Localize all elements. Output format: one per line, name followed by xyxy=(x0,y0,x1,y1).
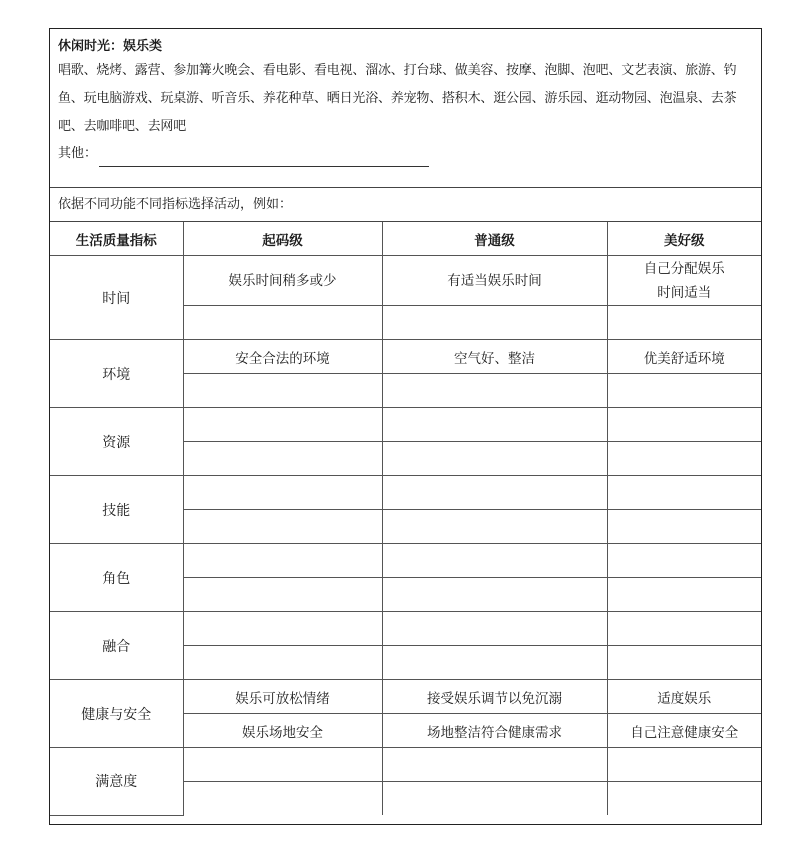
header-basic-level: 起码级 xyxy=(183,222,382,256)
level-cell: 娱乐可放松情绪 xyxy=(183,680,382,714)
section-title: 休闲时光：娱乐类 xyxy=(58,39,163,54)
level-cell[interactable] xyxy=(607,578,761,612)
level-cell[interactable] xyxy=(183,782,382,816)
level-cell: 娱乐场地安全 xyxy=(183,714,382,748)
level-cell[interactable] xyxy=(607,748,761,782)
indicator-cell: 资源 xyxy=(50,408,183,476)
level-cell[interactable] xyxy=(607,408,761,442)
level-cell[interactable] xyxy=(607,612,761,646)
header-indicator: 生活质量指标 xyxy=(50,222,183,256)
table-row xyxy=(50,340,761,374)
level-cell[interactable] xyxy=(382,748,607,782)
level-cell[interactable] xyxy=(183,442,382,476)
indicator-cell: 环境 xyxy=(50,340,183,408)
indicator-cell: 技能 xyxy=(50,476,183,544)
level-cell[interactable] xyxy=(607,476,761,510)
level-cell: 自己分配娱乐 时间适当 xyxy=(607,256,761,306)
level-cell[interactable] xyxy=(183,374,382,408)
level-cell[interactable] xyxy=(382,612,607,646)
indicator-cell: 时间 xyxy=(50,256,183,340)
level-cell[interactable] xyxy=(382,374,607,408)
level-cell[interactable] xyxy=(382,408,607,442)
level-cell: 场地整洁符合健康需求 xyxy=(382,714,607,748)
level-cell: 空气好、整洁 xyxy=(382,340,607,374)
level-cell[interactable] xyxy=(183,408,382,442)
level-cell: 有适当娱乐时间 xyxy=(382,256,607,306)
level-cell[interactable] xyxy=(382,476,607,510)
other-row xyxy=(58,141,761,167)
level-cell[interactable] xyxy=(607,544,761,578)
level-cell[interactable] xyxy=(382,306,607,340)
table-row xyxy=(50,612,761,646)
table-header-row xyxy=(50,222,761,256)
other-blank-line[interactable] xyxy=(99,150,429,167)
indicator-cell: 满意度 xyxy=(50,748,183,816)
level-cell[interactable] xyxy=(607,442,761,476)
level-cell[interactable] xyxy=(183,510,382,544)
level-cell[interactable] xyxy=(382,442,607,476)
level-cell[interactable] xyxy=(183,544,382,578)
header-good-level: 美好级 xyxy=(607,222,761,256)
level-cell[interactable] xyxy=(183,748,382,782)
indicator-cell: 角色 xyxy=(50,544,183,612)
example-instruction: 依据不同功能不同指标选择活动，例如： xyxy=(50,188,761,222)
level-cell[interactable] xyxy=(607,306,761,340)
level-cell[interactable] xyxy=(607,510,761,544)
activities-list: 唱歌、烧烤、露营、参加篝火晚会、看电影、看电视、溜冰、打台球、做美容、按摩、泡脚、泡吧、文艺表演、旅游、钓鱼、玩电脑游戏、玩桌游、听音乐、养花种草、晒日光浴、养宠物、搭积木、逛公园、游乐园、逛动物园、泡温泉、去茶吧、去咖啡吧、去网吧 xyxy=(58,63,737,134)
indicator-cell: 融合 xyxy=(50,612,183,680)
level-cell: 适度娱乐 xyxy=(607,680,761,714)
table-row xyxy=(50,476,761,510)
header-normal-level: 普通级 xyxy=(382,222,607,256)
table-row xyxy=(50,408,761,442)
level-cell: 接受娱乐调节以免沉溺 xyxy=(382,680,607,714)
table-row xyxy=(50,680,761,714)
table-row xyxy=(50,748,761,782)
level-cell: 娱乐时间稍多或少 xyxy=(183,256,382,306)
level-cell[interactable] xyxy=(607,646,761,680)
table-row xyxy=(50,256,761,306)
level-cell[interactable] xyxy=(382,782,607,816)
level-cell[interactable] xyxy=(607,782,761,816)
level-cell[interactable] xyxy=(382,578,607,612)
level-cell[interactable] xyxy=(183,646,382,680)
level-cell[interactable] xyxy=(183,578,382,612)
level-cell[interactable] xyxy=(183,476,382,510)
level-cell: 优美舒适环境 xyxy=(607,340,761,374)
indicator-cell: 健康与安全 xyxy=(50,680,183,748)
other-label: 其他： xyxy=(58,146,98,161)
level-cell[interactable] xyxy=(382,646,607,680)
worksheet-frame xyxy=(49,28,762,825)
level-cell[interactable] xyxy=(382,544,607,578)
level-cell: 安全合法的环境 xyxy=(183,340,382,374)
level-cell: 自己注意健康安全 xyxy=(607,714,761,748)
level-cell[interactable] xyxy=(183,306,382,340)
quality-table xyxy=(50,222,761,816)
level-cell[interactable] xyxy=(183,612,382,646)
table-row xyxy=(50,544,761,578)
level-cell[interactable] xyxy=(607,374,761,408)
level-cell[interactable] xyxy=(382,510,607,544)
activity-intro xyxy=(50,29,761,188)
